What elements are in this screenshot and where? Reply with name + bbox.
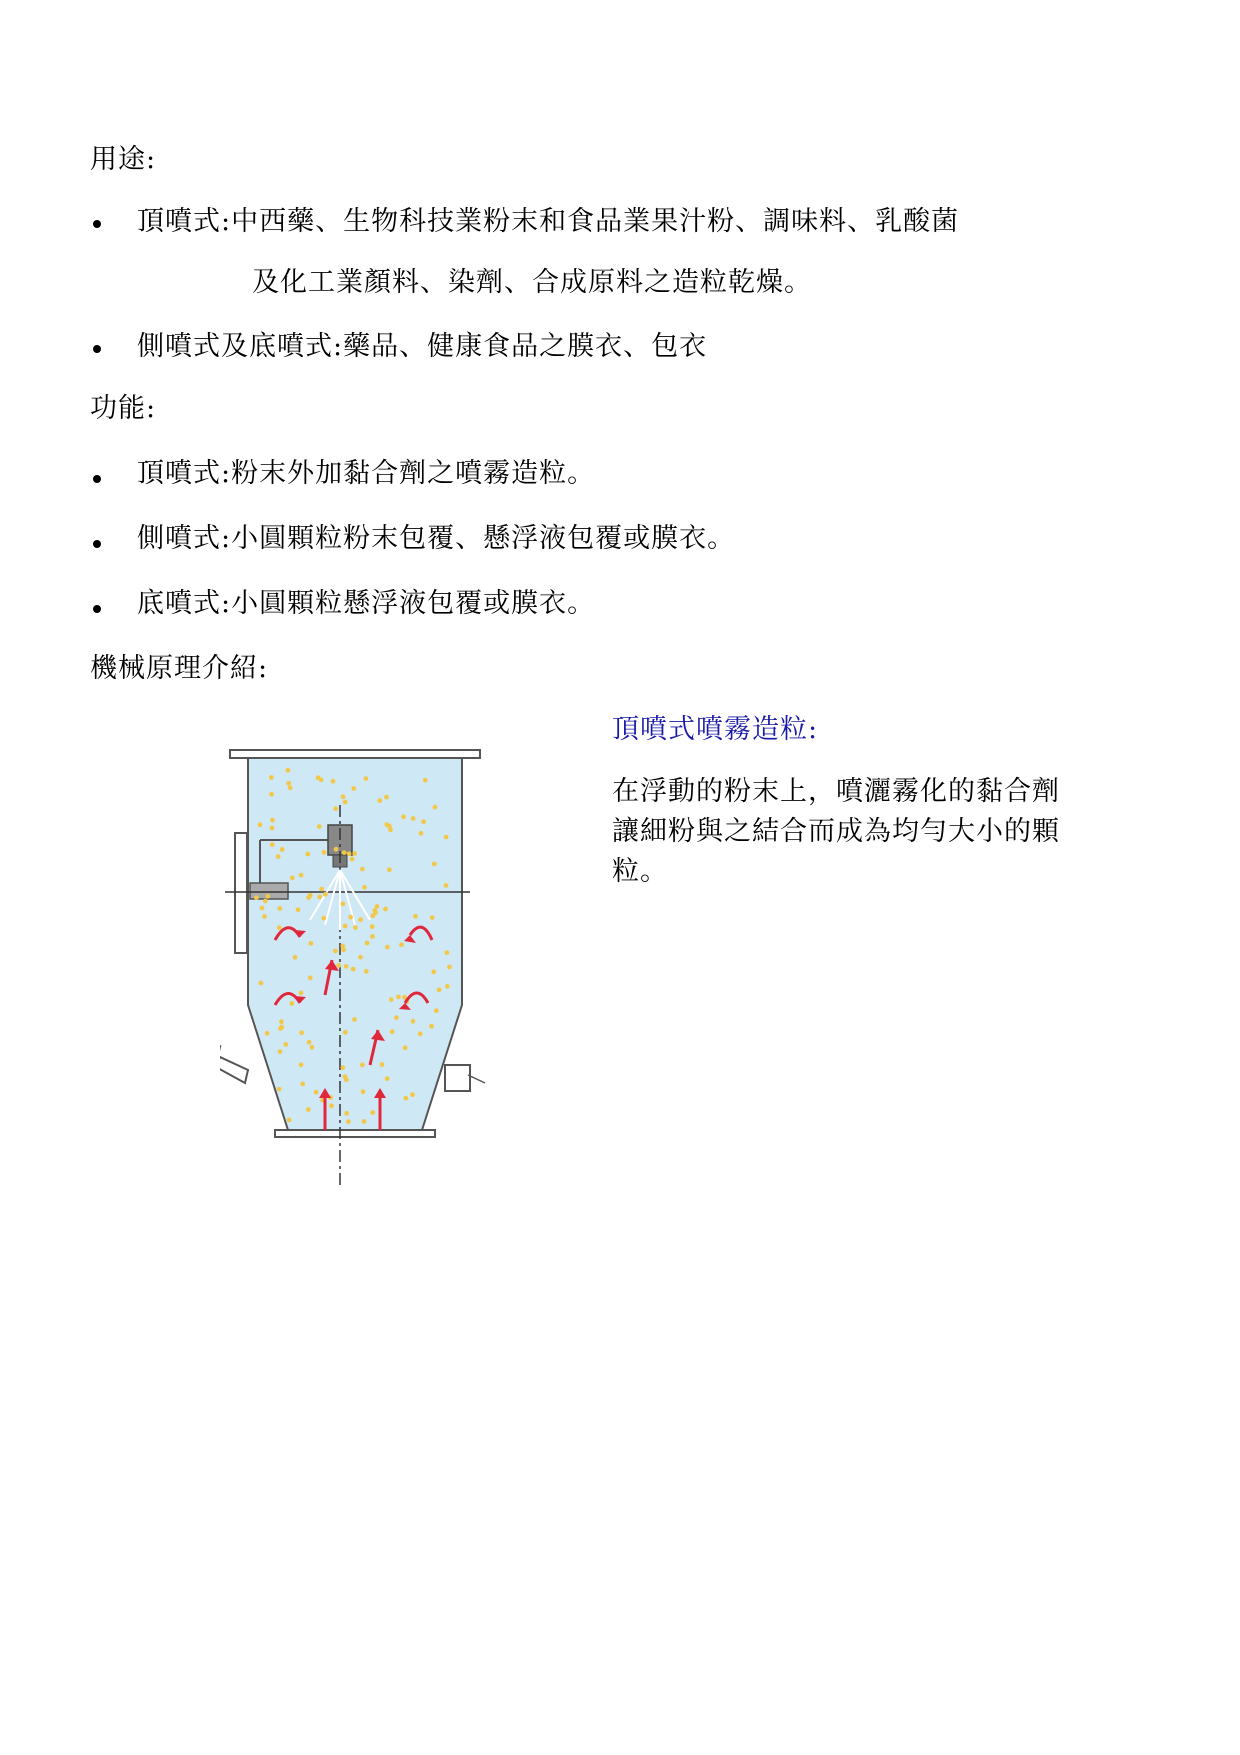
particle-dot	[351, 967, 356, 972]
particle-dot	[343, 924, 348, 929]
function-bullet-2	[93, 540, 101, 548]
particle-dot	[377, 798, 382, 803]
particle-dot	[286, 768, 291, 773]
particle-dot	[403, 1096, 408, 1101]
particle-dot	[388, 827, 393, 832]
particle-dot	[333, 949, 338, 954]
principle-subheading: 頂噴式噴霧造粒:	[612, 714, 819, 745]
particle-dot	[430, 915, 435, 920]
particle-dot	[418, 1031, 423, 1036]
particle-dot	[299, 1030, 304, 1035]
particle-dot	[399, 942, 404, 947]
usage-item-2: 側噴式及底噴式:藥品、健康食品之膜衣、包衣	[137, 331, 708, 362]
particle-dot	[280, 847, 285, 852]
particle-dot	[309, 941, 314, 946]
particle-dot	[305, 852, 310, 857]
particle-dot	[299, 873, 304, 878]
particle-dot	[334, 847, 339, 852]
particle-dot	[260, 906, 265, 911]
principle-description	[612, 772, 1212, 892]
particle-dot	[321, 916, 326, 921]
particle-dot	[277, 1087, 282, 1092]
function-heading: 功能:	[90, 393, 157, 424]
particle-dot	[343, 1074, 348, 1079]
function-bullet-1	[93, 475, 101, 483]
principle-heading: 機械原理介紹:	[90, 653, 269, 684]
particle-dot	[269, 792, 274, 797]
particle-dot	[419, 831, 424, 836]
particle-dot	[333, 806, 338, 811]
particle-dot	[314, 1090, 319, 1095]
particle-dot	[331, 779, 336, 784]
particle-dot	[413, 914, 418, 919]
particle-dot	[310, 1045, 315, 1050]
particle-dot	[283, 1042, 288, 1047]
particle-dot	[278, 1049, 283, 1054]
particle-dot	[340, 1065, 345, 1070]
particle-dot	[336, 963, 341, 968]
particle-dot	[323, 892, 328, 897]
particle-dot	[387, 867, 392, 872]
particle-dot	[423, 778, 428, 783]
particle-dot	[362, 885, 367, 890]
particle-dot	[279, 1019, 284, 1024]
particle-dot	[270, 842, 275, 847]
particle-dot	[375, 904, 380, 909]
particle-dot	[265, 1031, 270, 1036]
particle-dot	[358, 917, 363, 922]
particle-dot	[351, 786, 356, 791]
particle-dot	[300, 1082, 305, 1087]
granulator-diagram	[220, 745, 490, 1195]
particle-dot	[347, 851, 352, 856]
particle-dot	[287, 1118, 292, 1123]
usage-item-1-continuation: 及化工業顏料、染劑、合成原料之造粒乾燥。	[252, 267, 812, 298]
particle-dot	[296, 907, 301, 912]
particle-dot	[293, 955, 298, 960]
particle-dot	[433, 805, 438, 810]
particle-dot	[270, 818, 275, 823]
description-line-2: 讓細粉與之結合而成為均勻大小的顆	[612, 816, 1060, 847]
particle-dot	[329, 1103, 334, 1108]
particle-dot	[299, 991, 304, 996]
particle-dot	[444, 883, 449, 888]
particle-dot	[348, 915, 353, 920]
particle-dot	[259, 981, 264, 986]
particle-dot	[432, 862, 437, 867]
particle-dot	[352, 851, 357, 856]
function-item-3: 底噴式:小圓顆粒懸浮液包覆或膜衣。	[137, 588, 596, 619]
particle-dot	[307, 1040, 312, 1045]
particle-dot	[308, 893, 313, 898]
particle-dot	[319, 777, 324, 782]
particle-dot	[445, 950, 450, 955]
particle-dot	[258, 822, 263, 827]
particle-dot	[380, 1062, 385, 1067]
particle-dot	[390, 1029, 395, 1034]
particle-dot	[384, 795, 389, 800]
particle-dot	[265, 894, 270, 899]
bottom-flange	[275, 1130, 435, 1137]
particle-dot	[350, 857, 355, 862]
particle-dot	[431, 969, 436, 974]
particle-dot	[360, 867, 365, 872]
particle-dot	[277, 925, 282, 930]
particle-dot	[254, 895, 259, 900]
particle-dot	[353, 925, 358, 930]
particle-dot	[364, 776, 369, 781]
particle-dot	[306, 1107, 311, 1112]
particle-dot	[289, 1001, 294, 1006]
particle-dot	[365, 941, 370, 946]
particle-dot	[421, 819, 426, 824]
particle-dot	[319, 887, 324, 892]
description-line-3: 粒。	[612, 856, 668, 887]
particle-dot	[411, 816, 416, 821]
particle-dot	[396, 995, 401, 1000]
particle-dot	[370, 1110, 375, 1115]
particle-dot	[445, 984, 450, 989]
function-item-1: 頂噴式:粉末外加黏合劑之噴霧造粒。	[137, 458, 596, 489]
particle-dot	[444, 835, 449, 840]
particle-dot	[362, 1119, 367, 1124]
inlet-pipe-left	[220, 1045, 248, 1085]
particle-dot	[385, 945, 390, 950]
particle-dot	[342, 850, 347, 855]
particle-dot	[344, 1111, 349, 1116]
top-flange	[230, 750, 480, 758]
particle-dot	[270, 826, 275, 831]
particle-dot	[341, 794, 346, 799]
particle-dot	[358, 955, 363, 960]
particle-dot	[364, 969, 369, 974]
usage-item-1: 頂噴式:中西藥、生物科技業粉末和食品業果汁粉、調味料、乳酸菌	[137, 206, 960, 237]
particle-dot	[308, 975, 313, 980]
particle-dot	[277, 906, 282, 911]
particle-dot	[279, 1025, 284, 1030]
particle-dot	[317, 824, 322, 829]
particle-dot	[299, 1062, 304, 1067]
particle-dot	[384, 822, 389, 827]
particle-dot	[317, 895, 322, 900]
usage-bullet-1	[93, 220, 101, 228]
particle-dot	[341, 902, 346, 907]
side-panel	[235, 833, 247, 953]
function-item-2: 側噴式:小圓顆粒粉末包覆、懸浮液包覆或膜衣。	[137, 523, 736, 554]
particle-dot	[361, 1089, 366, 1094]
particle-dot	[322, 850, 327, 855]
particle-dot	[411, 1019, 416, 1024]
particle-dot	[370, 934, 375, 939]
usage-heading: 用途:	[90, 144, 157, 175]
particle-dot	[344, 964, 349, 969]
particle-dot	[276, 854, 281, 859]
particle-dot	[352, 1017, 357, 1022]
particle-dot	[429, 1024, 434, 1029]
particle-dot	[383, 907, 388, 912]
particle-dot	[343, 800, 348, 805]
particle-dot	[410, 1092, 415, 1097]
particle-dot	[340, 944, 345, 949]
particle-dot	[401, 814, 406, 819]
particle-dot	[370, 924, 375, 929]
particle-dot	[389, 997, 394, 1002]
particle-dot	[346, 1119, 351, 1124]
particle-dot	[269, 775, 274, 780]
particle-dot	[343, 1030, 348, 1035]
particle-dot	[288, 785, 293, 790]
particle-dot	[394, 1015, 399, 1020]
chamber-body	[248, 757, 462, 1130]
particle-dot	[403, 1045, 408, 1050]
particle-dot	[263, 899, 268, 904]
particle-dot	[437, 987, 442, 992]
description-line-1: 在浮動的粉末上，噴灑霧化的黏合劑	[612, 776, 1060, 807]
particle-dot	[385, 1076, 390, 1081]
particle-dot	[360, 1063, 365, 1068]
usage-bullet-2	[93, 345, 101, 353]
particle-dot	[262, 914, 267, 919]
function-bullet-3	[93, 605, 101, 613]
particle-dot	[290, 876, 295, 881]
particle-dot	[434, 1008, 439, 1013]
particle-dot	[286, 781, 291, 786]
particle-dot	[447, 965, 452, 970]
outlet-pipe-right	[445, 1065, 470, 1091]
